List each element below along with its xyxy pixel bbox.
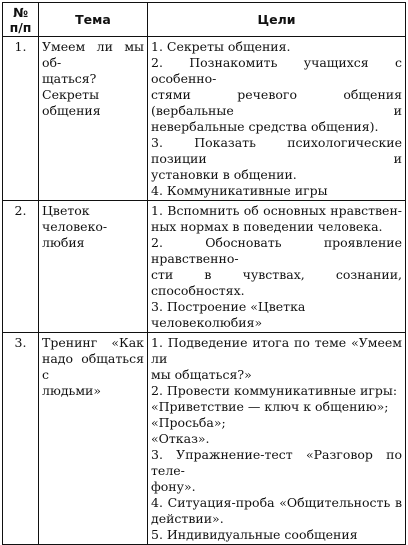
goal-line: 1. Секреты общения. (151, 39, 291, 54)
goal-line: «Просьба»; (151, 415, 226, 430)
header-num (3, 3, 39, 37)
goal-line: «Отказ». (151, 431, 210, 446)
topic-line: людьми» (42, 383, 102, 398)
goal-line: 4. Ситуация-проба «Общительность в (151, 495, 402, 510)
row-topic (39, 37, 148, 201)
goal-line: действии». (151, 511, 224, 526)
header-topic: Тема (39, 3, 148, 37)
goal-line: 2. Обосновать проявление нравственно- (151, 235, 402, 266)
goal-line: невербальные средства общения). (151, 119, 379, 134)
topic-line: Умеем ли мы об- (42, 39, 144, 70)
topics-table (2, 2, 406, 545)
goal-line: «Приветствие — ключ к общению»; (151, 399, 389, 414)
goal-line: 2. Провести коммуникативные игры: (151, 383, 398, 398)
goal-line: стями речевого общения (вербальные и (151, 87, 402, 118)
topic-line: Тренинг «Как (42, 335, 144, 350)
goal-line: фону». (151, 479, 196, 494)
goal-line: 3. Упражнение-тест «Разговор по теле- (151, 447, 402, 478)
goal-line: ных нормах в поведении человека. (151, 219, 383, 234)
row-num: 3. (3, 333, 39, 545)
goal-line: 3. Показать психологические позиции и (151, 135, 402, 166)
header-num-line1: № (12, 4, 29, 20)
table-row (3, 333, 406, 545)
row-topic (39, 201, 148, 333)
goal-line: 2. Познакомить учащихся с особенно- (151, 55, 402, 86)
goal-line: установки в общении. (151, 167, 297, 182)
header-goals: Цели (148, 3, 406, 37)
topic-line: любия (42, 235, 85, 250)
row-num: 2. (3, 201, 39, 333)
goal-line: 4. Коммуникативные игры (151, 183, 328, 198)
row-num: 1. (3, 37, 39, 201)
goal-line: 3. Построение «Цветка человеколюбия» (151, 299, 306, 330)
table-row (3, 201, 406, 333)
goal-line: 1. Вспомнить об основных нравствен- (151, 203, 402, 218)
row-goals (148, 37, 406, 201)
row-goals (148, 201, 406, 333)
topic-line: Цветок человеко- (42, 203, 108, 234)
row-topic (39, 333, 148, 545)
topic-line: щаться? (42, 71, 97, 86)
topic-line: Секреты общения (42, 87, 101, 118)
topic-line: надо общаться с (42, 351, 144, 382)
table-row (3, 37, 406, 201)
goal-line: 1. Подведение итога по теме «Умеем ли (151, 335, 402, 366)
goal-line: 5. Индивидуальные сообщения (151, 527, 358, 542)
header-num-line2: п/п (9, 19, 32, 35)
table-header-row (3, 3, 406, 37)
goal-line: мы общаться?» (151, 367, 252, 382)
goal-line: сти в чувствах, сознании, способностях. (151, 267, 402, 298)
row-goals (148, 333, 406, 545)
